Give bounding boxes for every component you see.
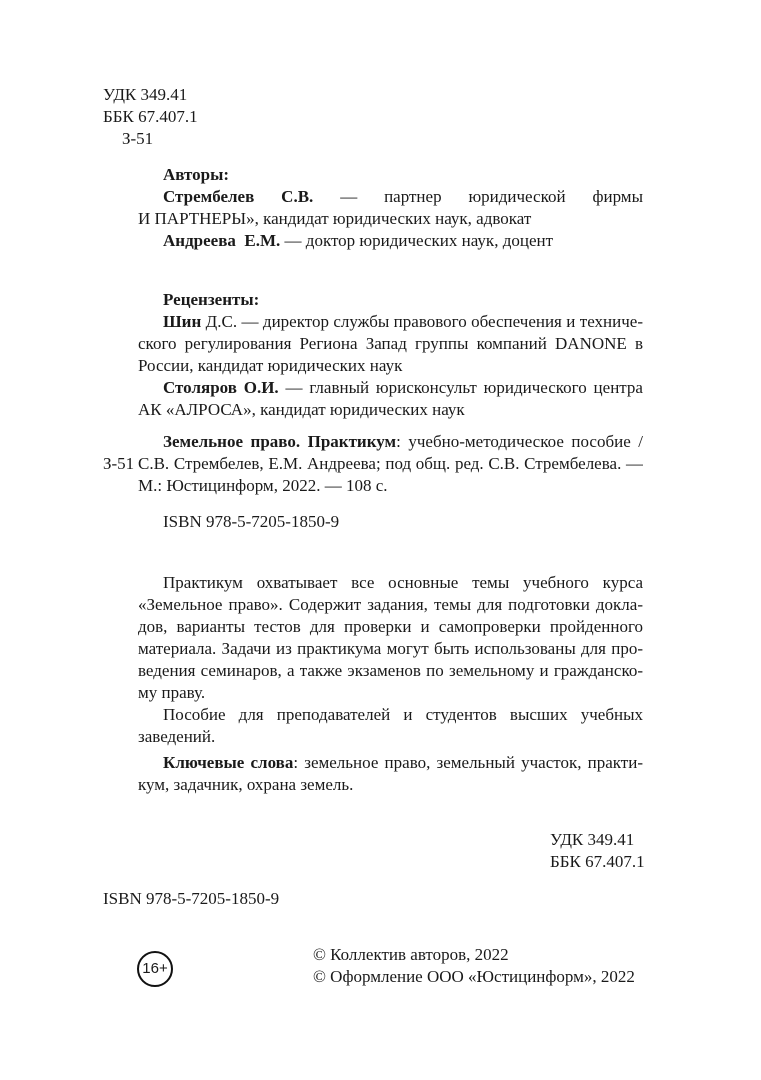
copyright-block bbox=[313, 944, 635, 988]
line-text: России, кандидат юридических наук bbox=[138, 356, 403, 375]
keywords-section bbox=[138, 752, 643, 796]
bold-term: Ключевые слова bbox=[163, 753, 294, 772]
line-text: «Земельное право». Содержит задания, темы для подготовки докла- bbox=[138, 595, 643, 614]
text-line bbox=[138, 752, 643, 774]
bibliography-author-mark: З-51 bbox=[103, 454, 135, 473]
line-text: С.В. Стрембелев, Е.М. Андреева; под общ. ред. С.В. Стрембелева. — bbox=[138, 454, 643, 473]
text-line bbox=[138, 186, 643, 208]
line-text: материала. Задачи из практикума могут быть использованы для про- bbox=[138, 639, 643, 658]
line-text: Практикум охватывает все основные темы учебного курса bbox=[163, 573, 643, 592]
line-text: : земельное право, земельный участок, практи- bbox=[293, 753, 643, 772]
line-text: ведения семинаров, а также экзаменов по земельному и гражданско- bbox=[138, 661, 643, 680]
text-line bbox=[138, 377, 643, 399]
text-line bbox=[138, 774, 643, 796]
bold-term: Шин bbox=[163, 312, 202, 331]
line-text: кум, задачник, охрана земель. bbox=[138, 775, 354, 794]
text-line bbox=[138, 311, 643, 333]
line-text: АК «АЛРОСА», кандидат юридических наук bbox=[138, 400, 465, 419]
line-text: И ПАРТНЕРЫ», кандидат юридических наук, адвокат bbox=[138, 209, 532, 228]
udk-footer bbox=[550, 829, 645, 873]
line-text: — доктор юридических наук, доцент bbox=[280, 231, 554, 250]
bold-term: Андреева Е.М. bbox=[163, 231, 281, 250]
text-line bbox=[138, 230, 643, 252]
udk-code: УДК 349.41 bbox=[103, 85, 188, 104]
text-line bbox=[138, 431, 643, 453]
text-line bbox=[138, 453, 643, 475]
text-line bbox=[138, 726, 643, 748]
text-line bbox=[138, 333, 643, 355]
bold-term: Стрембелев С.В. bbox=[163, 187, 314, 206]
authors-section bbox=[138, 164, 643, 252]
line-text: заведений. bbox=[138, 727, 216, 746]
text-line bbox=[138, 594, 643, 616]
reviewers-heading: Рецензенты: bbox=[163, 290, 260, 309]
isbn-bottom: ISBN 978-5-7205-1850-9 bbox=[103, 889, 280, 908]
text-line bbox=[138, 638, 643, 660]
bold-term: Столяров О.И. bbox=[163, 378, 279, 397]
text-line bbox=[138, 572, 643, 594]
line-text: ского регулирования Региона Запад группы компаний DANONE в bbox=[138, 334, 643, 353]
bibliography-section bbox=[138, 431, 643, 533]
line-text: М.: Юстицинформ, 2022. — 108 с. bbox=[138, 476, 388, 495]
line-text: Д.С. — директор службы правового обеспечения и техниче- bbox=[201, 312, 643, 331]
reviewers-section bbox=[138, 289, 643, 421]
isbn: ISBN 978-5-7205-1850-9 bbox=[163, 512, 340, 531]
udk-code-bottom: УДК 349.41 bbox=[550, 830, 635, 849]
text-line bbox=[138, 660, 643, 682]
copyright-design: © Оформление ООО «Юстицинформ», 2022 bbox=[313, 967, 635, 986]
text-line bbox=[138, 475, 643, 497]
age-rating-badge: 16+ bbox=[137, 951, 173, 987]
udk-header bbox=[103, 84, 198, 150]
bbk-code-bottom: ББК 67.407.1 bbox=[550, 852, 645, 871]
line-text: : учебно-методическое пособие / bbox=[396, 432, 643, 451]
annotation-section bbox=[138, 572, 643, 748]
line-text: — партнер юридической фирмы bbox=[340, 187, 643, 206]
author-mark: З-51 bbox=[122, 129, 154, 148]
text-line bbox=[138, 616, 643, 638]
line-text: Пособие для преподавателей и студентов высших учебных bbox=[163, 705, 643, 724]
bold-term: Земельное право. Практикум bbox=[163, 432, 397, 451]
line-text: — главный юрисконсульт юридического центра bbox=[278, 378, 643, 397]
text-line bbox=[138, 355, 643, 377]
copyright-authors: © Коллектив авторов, 2022 bbox=[313, 945, 509, 964]
line-text: дов, варианты тестов для проверки и самопроверки пройденного bbox=[138, 617, 643, 636]
text-line bbox=[138, 208, 643, 230]
bbk-code: ББК 67.407.1 bbox=[103, 107, 198, 126]
text-line bbox=[138, 704, 643, 726]
text-line bbox=[138, 682, 643, 704]
authors-heading: Авторы: bbox=[163, 165, 230, 184]
line-text: му праву. bbox=[138, 683, 206, 702]
text-line bbox=[138, 399, 643, 421]
